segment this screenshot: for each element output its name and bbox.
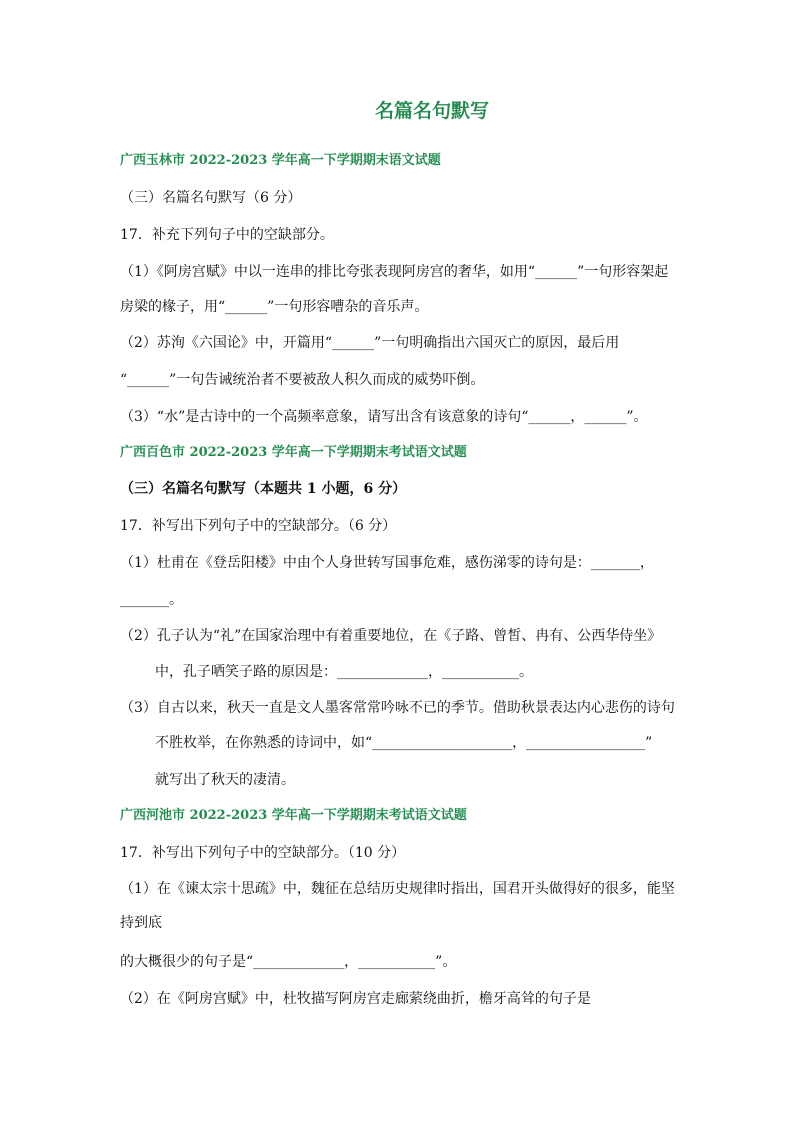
section-heading-hechi: 广西河池市 2022-2023 学年高一下学期期末考试语文试题 bbox=[120, 808, 467, 823]
section-heading-yulin: 广西玉林市 2022-2023 学年高一下学期期末语文试题 bbox=[120, 153, 441, 168]
question-line: （1）在《谏太宗十思疏》中，魏征在总结历史规律时指出，国君开头做得好的很多，能坚 bbox=[120, 881, 675, 897]
question-line: 持到底 bbox=[120, 915, 162, 931]
question-line: （2）在《阿房宫赋》中，杜牧描写阿房宫走廊萦绕曲折，檐牙高耸的句子是 bbox=[120, 991, 591, 1007]
question-line: 中，孔子哂笑子路的原因是：_____________，___________。 bbox=[155, 664, 533, 680]
question-line: （3）“水”是古诗中的一个高频率意象，请写出含有该意象的诗句“______，______”。 bbox=[120, 409, 648, 425]
question-stem: 17．补写出下列句子中的空缺部分。（10 分） bbox=[120, 845, 406, 861]
question-line: （2）孔子认为“礼”在国家治理中有着重要地位，在《子路、曾皙、冉有、公西华侍坐》 bbox=[120, 628, 662, 644]
section-heading-baise: 广西百色市 2022-2023 学年高一下学期期末考试语文试题 bbox=[120, 445, 467, 460]
question-line: （2）苏洵《六国论》中，开篇用“______”一句明确指出六国灭亡的原因，最后用 bbox=[120, 335, 620, 351]
question-line: 的大概很少的句子是“_____________，___________”。 bbox=[120, 954, 457, 970]
question-line: （3）自古以来，秋天一直是文人墨客常常吟咏不已的季节。借助秋景表达内心悲伤的诗句 bbox=[120, 700, 675, 716]
question-line: （1）杜甫在《登岳阳楼》中由个人身世转写国事危难，感伤涕零的诗句是：_______， bbox=[120, 555, 654, 571]
document-title: 名篇名句默写 bbox=[374, 100, 489, 122]
question-line: _______。 bbox=[120, 592, 183, 608]
question-line: 就写出了秋天的凄清。 bbox=[155, 772, 295, 788]
question-stem: 17．补充下列句子中的空缺部分。 bbox=[120, 227, 334, 243]
question-line: 不胜枚举，在你熟悉的诗词中，如“____________________，_________________” bbox=[155, 735, 653, 751]
question-line: （1）《阿房宫赋》中以一连串的排比夸张表现阿房宫的奢华，如用“______”一句形容架起 bbox=[120, 264, 669, 280]
question-stem: 17．补写出下列句子中的空缺部分。（6 分） bbox=[120, 518, 397, 534]
question-line: “______”一句告诫统治者不要被敌人积久而成的威势吓倒。 bbox=[120, 372, 485, 388]
question-line: 房梁的椽子，用“______”一句形容嘈杂的音乐声。 bbox=[120, 299, 429, 315]
question-intro: （三）名篇名句默写（6 分） bbox=[120, 190, 302, 206]
question-intro: （三）名篇名句默写（本题共 1 小题，6 分） bbox=[120, 481, 407, 497]
